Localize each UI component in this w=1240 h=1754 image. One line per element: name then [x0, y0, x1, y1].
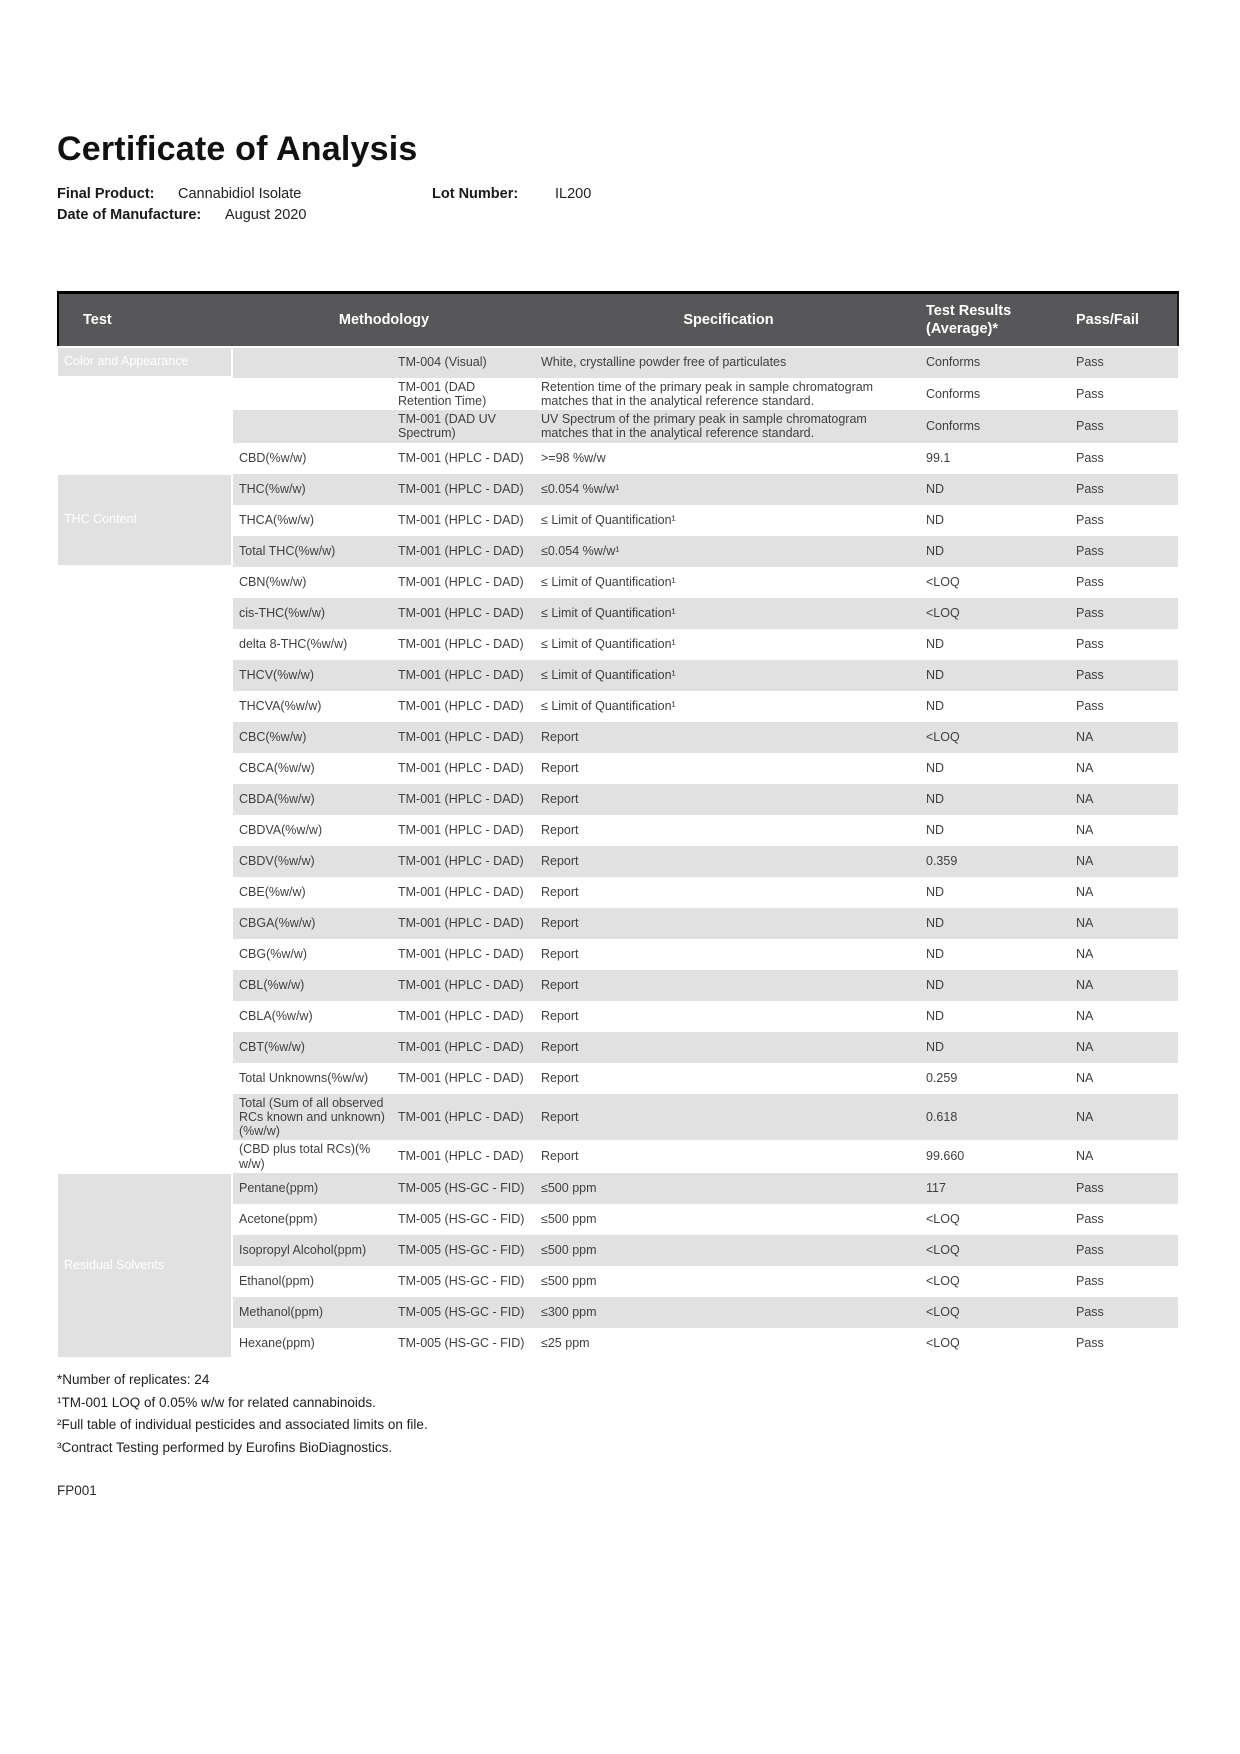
result-cell: ND: [921, 939, 1066, 970]
passfail-cell: Pass: [1066, 505, 1178, 536]
table-row: [58, 474, 1178, 505]
analyte-cell: THCA(%w/w): [232, 505, 391, 536]
result-cell: ND: [921, 908, 1066, 939]
result-cell: 99.660: [921, 1140, 1066, 1173]
passfail-cell: Pass: [1066, 567, 1178, 598]
specification-cell: ≤25 ppm: [536, 1328, 921, 1359]
passfail-cell: NA: [1066, 722, 1178, 753]
result-cell: 0.618: [921, 1094, 1066, 1141]
specification-cell: Report: [536, 784, 921, 815]
specification-cell: Report: [536, 970, 921, 1001]
methodology-cell: TM-001 (HPLC - DAD): [391, 1032, 536, 1063]
methodology-cell: TM-001 (HPLC - DAD): [391, 753, 536, 784]
column-header-passfail: Pass/Fail: [1066, 293, 1178, 347]
test-group-cell: Cannabidiol Identification: [58, 378, 232, 443]
methodology-cell: TM-001 (DAD Retention Time): [391, 378, 536, 411]
test-group-cell: Color and Appearance: [58, 347, 232, 378]
result-cell: ND: [921, 1001, 1066, 1032]
passfail-cell: Pass: [1066, 691, 1178, 722]
result-cell: <LOQ: [921, 1235, 1066, 1266]
passfail-cell: Pass: [1066, 598, 1178, 629]
results-table-body: [58, 347, 1178, 1359]
methodology-cell: TM-001 (HPLC - DAD): [391, 598, 536, 629]
table-row: [58, 1173, 1178, 1204]
passfail-cell: Pass: [1066, 443, 1178, 474]
methodology-cell: TM-005 (HS-GC - FID): [391, 1173, 536, 1204]
result-cell: ND: [921, 660, 1066, 691]
analyte-cell: CBLA(%w/w): [232, 1001, 391, 1032]
footnote-loq: ¹TM-001 LOQ of 0.05% w/w for related cannabinoids.: [57, 1394, 376, 1410]
result-cell: ND: [921, 536, 1066, 567]
analyte-cell: THCVA(%w/w): [232, 691, 391, 722]
passfail-cell: Pass: [1066, 660, 1178, 691]
methodology-cell: TM-001 (HPLC - DAD): [391, 660, 536, 691]
footnote-replicates: *Number of replicates: 24: [57, 1372, 210, 1388]
result-cell: Conforms: [921, 347, 1066, 378]
specification-cell: Retention time of the primary peak in sample chromatogram matches that in the analytical reference standard.: [536, 378, 921, 411]
analyte-cell: delta 8-THC(%w/w): [232, 629, 391, 660]
table-row: [58, 378, 1178, 411]
specification-cell: ≤0.054 %w/w¹: [536, 474, 921, 505]
passfail-cell: NA: [1066, 908, 1178, 939]
analyte-cell: CBG(%w/w): [232, 939, 391, 970]
passfail-cell: NA: [1066, 1032, 1178, 1063]
analyte-cell: CBDA(%w/w): [232, 784, 391, 815]
result-cell: ND: [921, 753, 1066, 784]
methodology-cell: TM-001 (HPLC - DAD): [391, 722, 536, 753]
analyte-cell: CBL(%w/w): [232, 970, 391, 1001]
date-of-manufacture-label: Date of Manufacture:: [57, 207, 202, 223]
specification-cell: ≤500 ppm: [536, 1173, 921, 1204]
analyte-cell: Total Unknowns(%w/w): [232, 1063, 391, 1094]
result-cell: <LOQ: [921, 722, 1066, 753]
methodology-cell: TM-005 (HS-GC - FID): [391, 1204, 536, 1235]
table-row: [58, 347, 1178, 378]
methodology-cell: TM-005 (HS-GC - FID): [391, 1328, 536, 1359]
table-row: [58, 567, 1178, 598]
analyte-cell: [232, 410, 391, 443]
column-header-specification: Specification: [536, 293, 921, 347]
result-cell: <LOQ: [921, 1328, 1066, 1359]
result-cell: ND: [921, 629, 1066, 660]
result-cell: <LOQ: [921, 598, 1066, 629]
passfail-cell: Pass: [1066, 1173, 1178, 1204]
specification-cell: Report: [536, 1140, 921, 1173]
analyte-cell: cis-THC(%w/w): [232, 598, 391, 629]
test-group-cell: CBD Potency: [58, 443, 232, 474]
table-row: [58, 443, 1178, 474]
analyte-cell: [232, 378, 391, 411]
analyte-cell: CBT(%w/w): [232, 1032, 391, 1063]
result-cell: Conforms: [921, 378, 1066, 411]
certificate-page: [57, 130, 1187, 1498]
specification-cell: ≤500 ppm: [536, 1235, 921, 1266]
result-cell: ND: [921, 505, 1066, 536]
column-header-test-results: Test Results (Average)*: [921, 293, 1066, 347]
analyte-cell: CBD(%w/w): [232, 443, 391, 474]
passfail-cell: NA: [1066, 970, 1178, 1001]
specification-cell: Report: [536, 1032, 921, 1063]
analyte-cell: Acetone(ppm): [232, 1204, 391, 1235]
specification-cell: Report: [536, 939, 921, 970]
result-cell: 0.359: [921, 846, 1066, 877]
methodology-cell: TM-001 (HPLC - DAD): [391, 691, 536, 722]
methodology-cell: TM-001 (DAD UV Spectrum): [391, 410, 536, 443]
passfail-cell: Pass: [1066, 1266, 1178, 1297]
lot-number-label: Lot Number:: [432, 186, 519, 202]
specification-cell: Report: [536, 753, 921, 784]
test-group-cell: THC Content: [58, 474, 232, 567]
specification-cell: ≤0.054 %w/w¹: [536, 536, 921, 567]
analyte-cell: Ethanol(ppm): [232, 1266, 391, 1297]
methodology-cell: TM-001 (HPLC - DAD): [391, 1094, 536, 1141]
specification-cell: Report: [536, 815, 921, 846]
analyte-cell: CBCA(%w/w): [232, 753, 391, 784]
page-title: Certificate of Analysis: [57, 130, 418, 168]
results-table: [57, 291, 1179, 1360]
specification-cell: ≤ Limit of Quantification¹: [536, 598, 921, 629]
test-group-cell: Total Cannabinoids: [58, 1140, 232, 1173]
specification-cell: ≤ Limit of Quantification¹: [536, 629, 921, 660]
passfail-cell: Pass: [1066, 629, 1178, 660]
passfail-cell: Pass: [1066, 536, 1178, 567]
methodology-cell: TM-001 (HPLC - DAD): [391, 629, 536, 660]
specification-cell: ≤ Limit of Quantification¹: [536, 660, 921, 691]
methodology-cell: TM-001 (HPLC - DAD): [391, 846, 536, 877]
result-cell: ND: [921, 691, 1066, 722]
analyte-cell: Isopropyl Alcohol(ppm): [232, 1235, 391, 1266]
footnotes: [57, 1372, 1187, 1455]
methodology-cell: TM-001 (HPLC - DAD): [391, 474, 536, 505]
date-of-manufacture-value: August 2020: [225, 207, 307, 223]
methodology-cell: TM-001 (HPLC - DAD): [391, 908, 536, 939]
passfail-cell: Pass: [1066, 410, 1178, 443]
result-cell: 99.1: [921, 443, 1066, 474]
result-cell: ND: [921, 1032, 1066, 1063]
methodology-cell: TM-001 (HPLC - DAD): [391, 505, 536, 536]
analyte-cell: Total THC(%w/w): [232, 536, 391, 567]
analyte-cell: [232, 347, 391, 378]
passfail-cell: Pass: [1066, 1204, 1178, 1235]
final-product-value: Cannabidiol Isolate: [178, 186, 302, 202]
specification-cell: >=98 %w/w: [536, 443, 921, 474]
manufacture-info-line: [57, 207, 1187, 228]
analyte-cell: Pentane(ppm): [232, 1173, 391, 1204]
result-cell: 117: [921, 1173, 1066, 1204]
lot-number-value: IL200: [555, 186, 592, 202]
specification-cell: Report: [536, 877, 921, 908]
methodology-cell: TM-005 (HS-GC - FID): [391, 1235, 536, 1266]
methodology-cell: TM-001 (HPLC - DAD): [391, 877, 536, 908]
passfail-cell: Pass: [1066, 1328, 1178, 1359]
passfail-cell: Pass: [1066, 347, 1178, 378]
analyte-cell: Total (Sum of all observed RCs known and unknown) (%w/w): [232, 1094, 391, 1141]
specification-cell: ≤300 ppm: [536, 1297, 921, 1328]
table-row: [58, 1140, 1178, 1173]
final-product-label: Final Product:: [57, 186, 155, 202]
specification-cell: ≤500 ppm: [536, 1266, 921, 1297]
methodology-cell: TM-004 (Visual): [391, 347, 536, 378]
analyte-cell: CBE(%w/w): [232, 877, 391, 908]
result-cell: <LOQ: [921, 1204, 1066, 1235]
result-cell: ND: [921, 474, 1066, 505]
passfail-cell: NA: [1066, 815, 1178, 846]
analyte-cell: Hexane(ppm): [232, 1328, 391, 1359]
analyte-cell: (CBD plus total RCs)(% w/w): [232, 1140, 391, 1173]
methodology-cell: TM-001 (HPLC - DAD): [391, 939, 536, 970]
result-cell: <LOQ: [921, 1266, 1066, 1297]
passfail-cell: NA: [1066, 846, 1178, 877]
passfail-cell: Pass: [1066, 1297, 1178, 1328]
analyte-cell: CBN(%w/w): [232, 567, 391, 598]
result-cell: ND: [921, 815, 1066, 846]
test-group-cell: Related Cannabinoid Content: [58, 567, 232, 1141]
specification-cell: Report: [536, 846, 921, 877]
specification-cell: ≤ Limit of Quantification¹: [536, 567, 921, 598]
passfail-cell: NA: [1066, 939, 1178, 970]
passfail-cell: NA: [1066, 753, 1178, 784]
result-cell: ND: [921, 784, 1066, 815]
methodology-cell: TM-001 (HPLC - DAD): [391, 567, 536, 598]
passfail-cell: NA: [1066, 877, 1178, 908]
specification-cell: ≤500 ppm: [536, 1204, 921, 1235]
specification-cell: UV Spectrum of the primary peak in sample chromatogram matches that in the analytical reference standard.: [536, 410, 921, 443]
methodology-cell: TM-001 (HPLC - DAD): [391, 970, 536, 1001]
passfail-cell: NA: [1066, 1140, 1178, 1173]
analyte-cell: THC(%w/w): [232, 474, 391, 505]
specification-cell: White, crystalline powder free of particulates: [536, 347, 921, 378]
methodology-cell: TM-001 (HPLC - DAD): [391, 815, 536, 846]
passfail-cell: NA: [1066, 1063, 1178, 1094]
analyte-cell: CBGA(%w/w): [232, 908, 391, 939]
result-cell: 0.259: [921, 1063, 1066, 1094]
form-number: FP001: [57, 1482, 97, 1498]
passfail-cell: Pass: [1066, 474, 1178, 505]
methodology-cell: TM-005 (HS-GC - FID): [391, 1297, 536, 1328]
result-cell: <LOQ: [921, 567, 1066, 598]
specification-cell: ≤ Limit of Quantification¹: [536, 691, 921, 722]
product-info-line: [57, 186, 1187, 207]
methodology-cell: TM-001 (HPLC - DAD): [391, 1001, 536, 1032]
specification-cell: ≤ Limit of Quantification¹: [536, 505, 921, 536]
passfail-cell: NA: [1066, 1001, 1178, 1032]
footnote-pesticides: ²Full table of individual pesticides and associated limits on file.: [57, 1417, 428, 1433]
column-header-test: Test: [58, 293, 232, 347]
test-group-cell: Residual Solvents: [58, 1173, 232, 1359]
specification-cell: Report: [536, 908, 921, 939]
analyte-cell: CBDV(%w/w): [232, 846, 391, 877]
analyte-cell: THCV(%w/w): [232, 660, 391, 691]
result-cell: ND: [921, 970, 1066, 1001]
footnote-contract-testing: ³Contract Testing performed by Eurofins BioDiagnostics.: [57, 1439, 393, 1455]
analyte-cell: CBDVA(%w/w): [232, 815, 391, 846]
methodology-cell: TM-001 (HPLC - DAD): [391, 1140, 536, 1173]
specification-cell: Report: [536, 1001, 921, 1032]
column-header-methodology: Methodology: [232, 293, 536, 347]
passfail-cell: NA: [1066, 784, 1178, 815]
result-cell: ND: [921, 877, 1066, 908]
passfail-cell: NA: [1066, 1094, 1178, 1141]
specification-cell: Report: [536, 722, 921, 753]
table-header-row: [58, 293, 1178, 347]
specification-cell: Report: [536, 1063, 921, 1094]
result-cell: <LOQ: [921, 1297, 1066, 1328]
passfail-cell: Pass: [1066, 378, 1178, 411]
methodology-cell: TM-001 (HPLC - DAD): [391, 1063, 536, 1094]
specification-cell: Report: [536, 1094, 921, 1141]
passfail-cell: Pass: [1066, 1235, 1178, 1266]
methodology-cell: TM-001 (HPLC - DAD): [391, 443, 536, 474]
methodology-cell: TM-005 (HS-GC - FID): [391, 1266, 536, 1297]
analyte-cell: CBC(%w/w): [232, 722, 391, 753]
result-cell: Conforms: [921, 410, 1066, 443]
analyte-cell: Methanol(ppm): [232, 1297, 391, 1328]
methodology-cell: TM-001 (HPLC - DAD): [391, 536, 536, 567]
methodology-cell: TM-001 (HPLC - DAD): [391, 784, 536, 815]
